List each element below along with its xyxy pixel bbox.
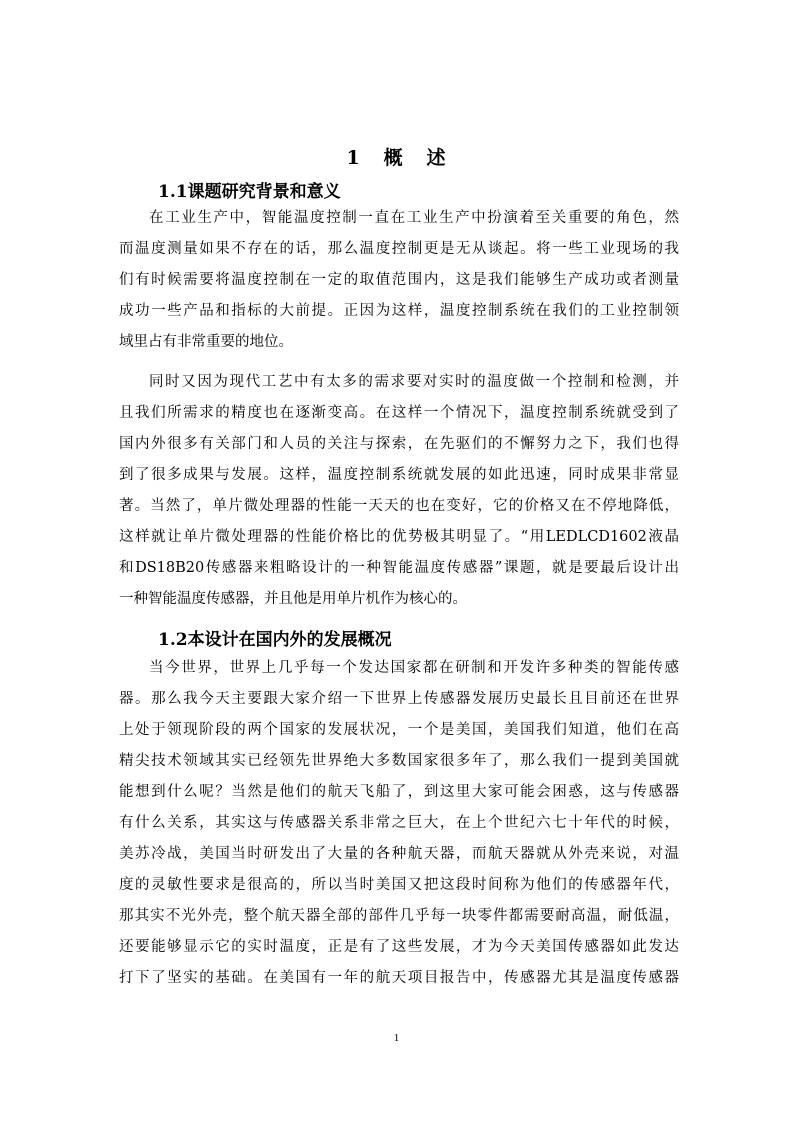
paragraph-line: 同时又因为现代工艺中有太多的需求要对实时的温度做一个控制和检测，并 bbox=[149, 374, 679, 390]
paragraph-line: 们有时候需要将温度控制在一定的取值范围内，这是我们能够生产成功或者测量 bbox=[119, 272, 679, 288]
paragraph-line: 打下了坚实的基础。在美国有一年的航天项目报告中，传感器尤其是温度传感器 bbox=[119, 970, 679, 986]
paragraph-line: 美苏冷战，美国当时研发出了大量的各种航天器，而航天器就从外壳来说，对温 bbox=[119, 846, 679, 862]
paragraph-line: 而温度测量如果不存在的话，那么温度控制更是无从谈起。将一些工业现场的我 bbox=[119, 241, 679, 257]
paragraph-line: 当今世界，世界上几乎每一个发达国家都在研制和开发许多种类的智能传感 bbox=[149, 660, 679, 676]
paragraph-line: 和DS18B20传感器来粗略设计的一种智能温度传感器”课题，就是要最后设计出 bbox=[119, 560, 679, 576]
paragraph-line: 国内外很多有关部门和人员的关注与探索，在先驱们的不懈努力之下，我们也得 bbox=[119, 436, 679, 452]
paragraph-line: 上处于领现阶段的两个国家的发展状况，一个是美国，美国我们知道，他们在高 bbox=[119, 722, 679, 738]
chapter-title: 1 概 述 bbox=[346, 147, 447, 169]
paragraph-line: 还要能够显示它的实时温度，正是有了这些发展，才为今天美国传感器如此发达 bbox=[119, 939, 679, 955]
paragraph-line: 成功一些产品和指标的大前提。正因为这样，温度控制系统在我们的工业控制领 bbox=[119, 303, 679, 319]
paragraph-line: 器。那么我今天主要跟大家介绍一下世界上传感器发展历史最长且目前还在世界 bbox=[119, 691, 679, 707]
paragraph bbox=[119, 367, 679, 615]
paragraph-line: 那其实不光外壳，整个航天器全部的部件几乎每一块零件都需要耐高温，耐低温， bbox=[119, 908, 679, 924]
paragraph bbox=[119, 203, 679, 358]
page-number: 1 bbox=[393, 1032, 400, 1044]
paragraph-line: 且我们所需求的精度也在逐渐变高。在这样一个情况下，温度控制系统就受到了 bbox=[119, 405, 679, 421]
paragraph-line: 到了很多成果与发展。这样，温度控制系统就发展的如此迅速，同时成果非常显 bbox=[119, 467, 679, 483]
paragraph-line: 能想到什么呢？当然是他们的航天飞船了，到这里大家可能会困惑，这与传感器 bbox=[119, 784, 679, 800]
paragraph-line: 精尖技术领域其实已经领先世界绝大多数国家很多年了，那么我们一提到美国就 bbox=[119, 753, 679, 769]
paragraph-line: 著。当然了，单片微处理器的性能一天天的也在变好，它的价格又在不停地降低， bbox=[119, 498, 679, 514]
paragraph-line: 域里占有非常重要的地位。 bbox=[119, 334, 293, 350]
paragraph-line: 在工业生产中，智能温度控制一直在工业生产中扮演着至关重要的角色，然 bbox=[149, 210, 679, 226]
section-heading-1-2: 1.2本设计在国内外的发展概况 bbox=[158, 630, 392, 650]
paragraph-line: 这样就让单片微处理器的性能价格比的优势极其明显了。“用LEDLCD1602液晶 bbox=[119, 529, 679, 545]
section-heading-1-1: 1.1课题研究背景和意义 bbox=[158, 182, 341, 202]
paragraph-line: 有什么关系，其实这与传感器关系非常之巨大，在上个世纪六七十年代的时候， bbox=[119, 815, 679, 831]
paragraph bbox=[119, 653, 679, 994]
paragraph-line: 度的灵敏性要求是很高的，所以当时美国又把这段时间称为他们的传感器年代， bbox=[119, 877, 679, 893]
paragraph-line: 一种智能温度传感器，并且他是用单片机作为核心的。 bbox=[119, 591, 467, 607]
